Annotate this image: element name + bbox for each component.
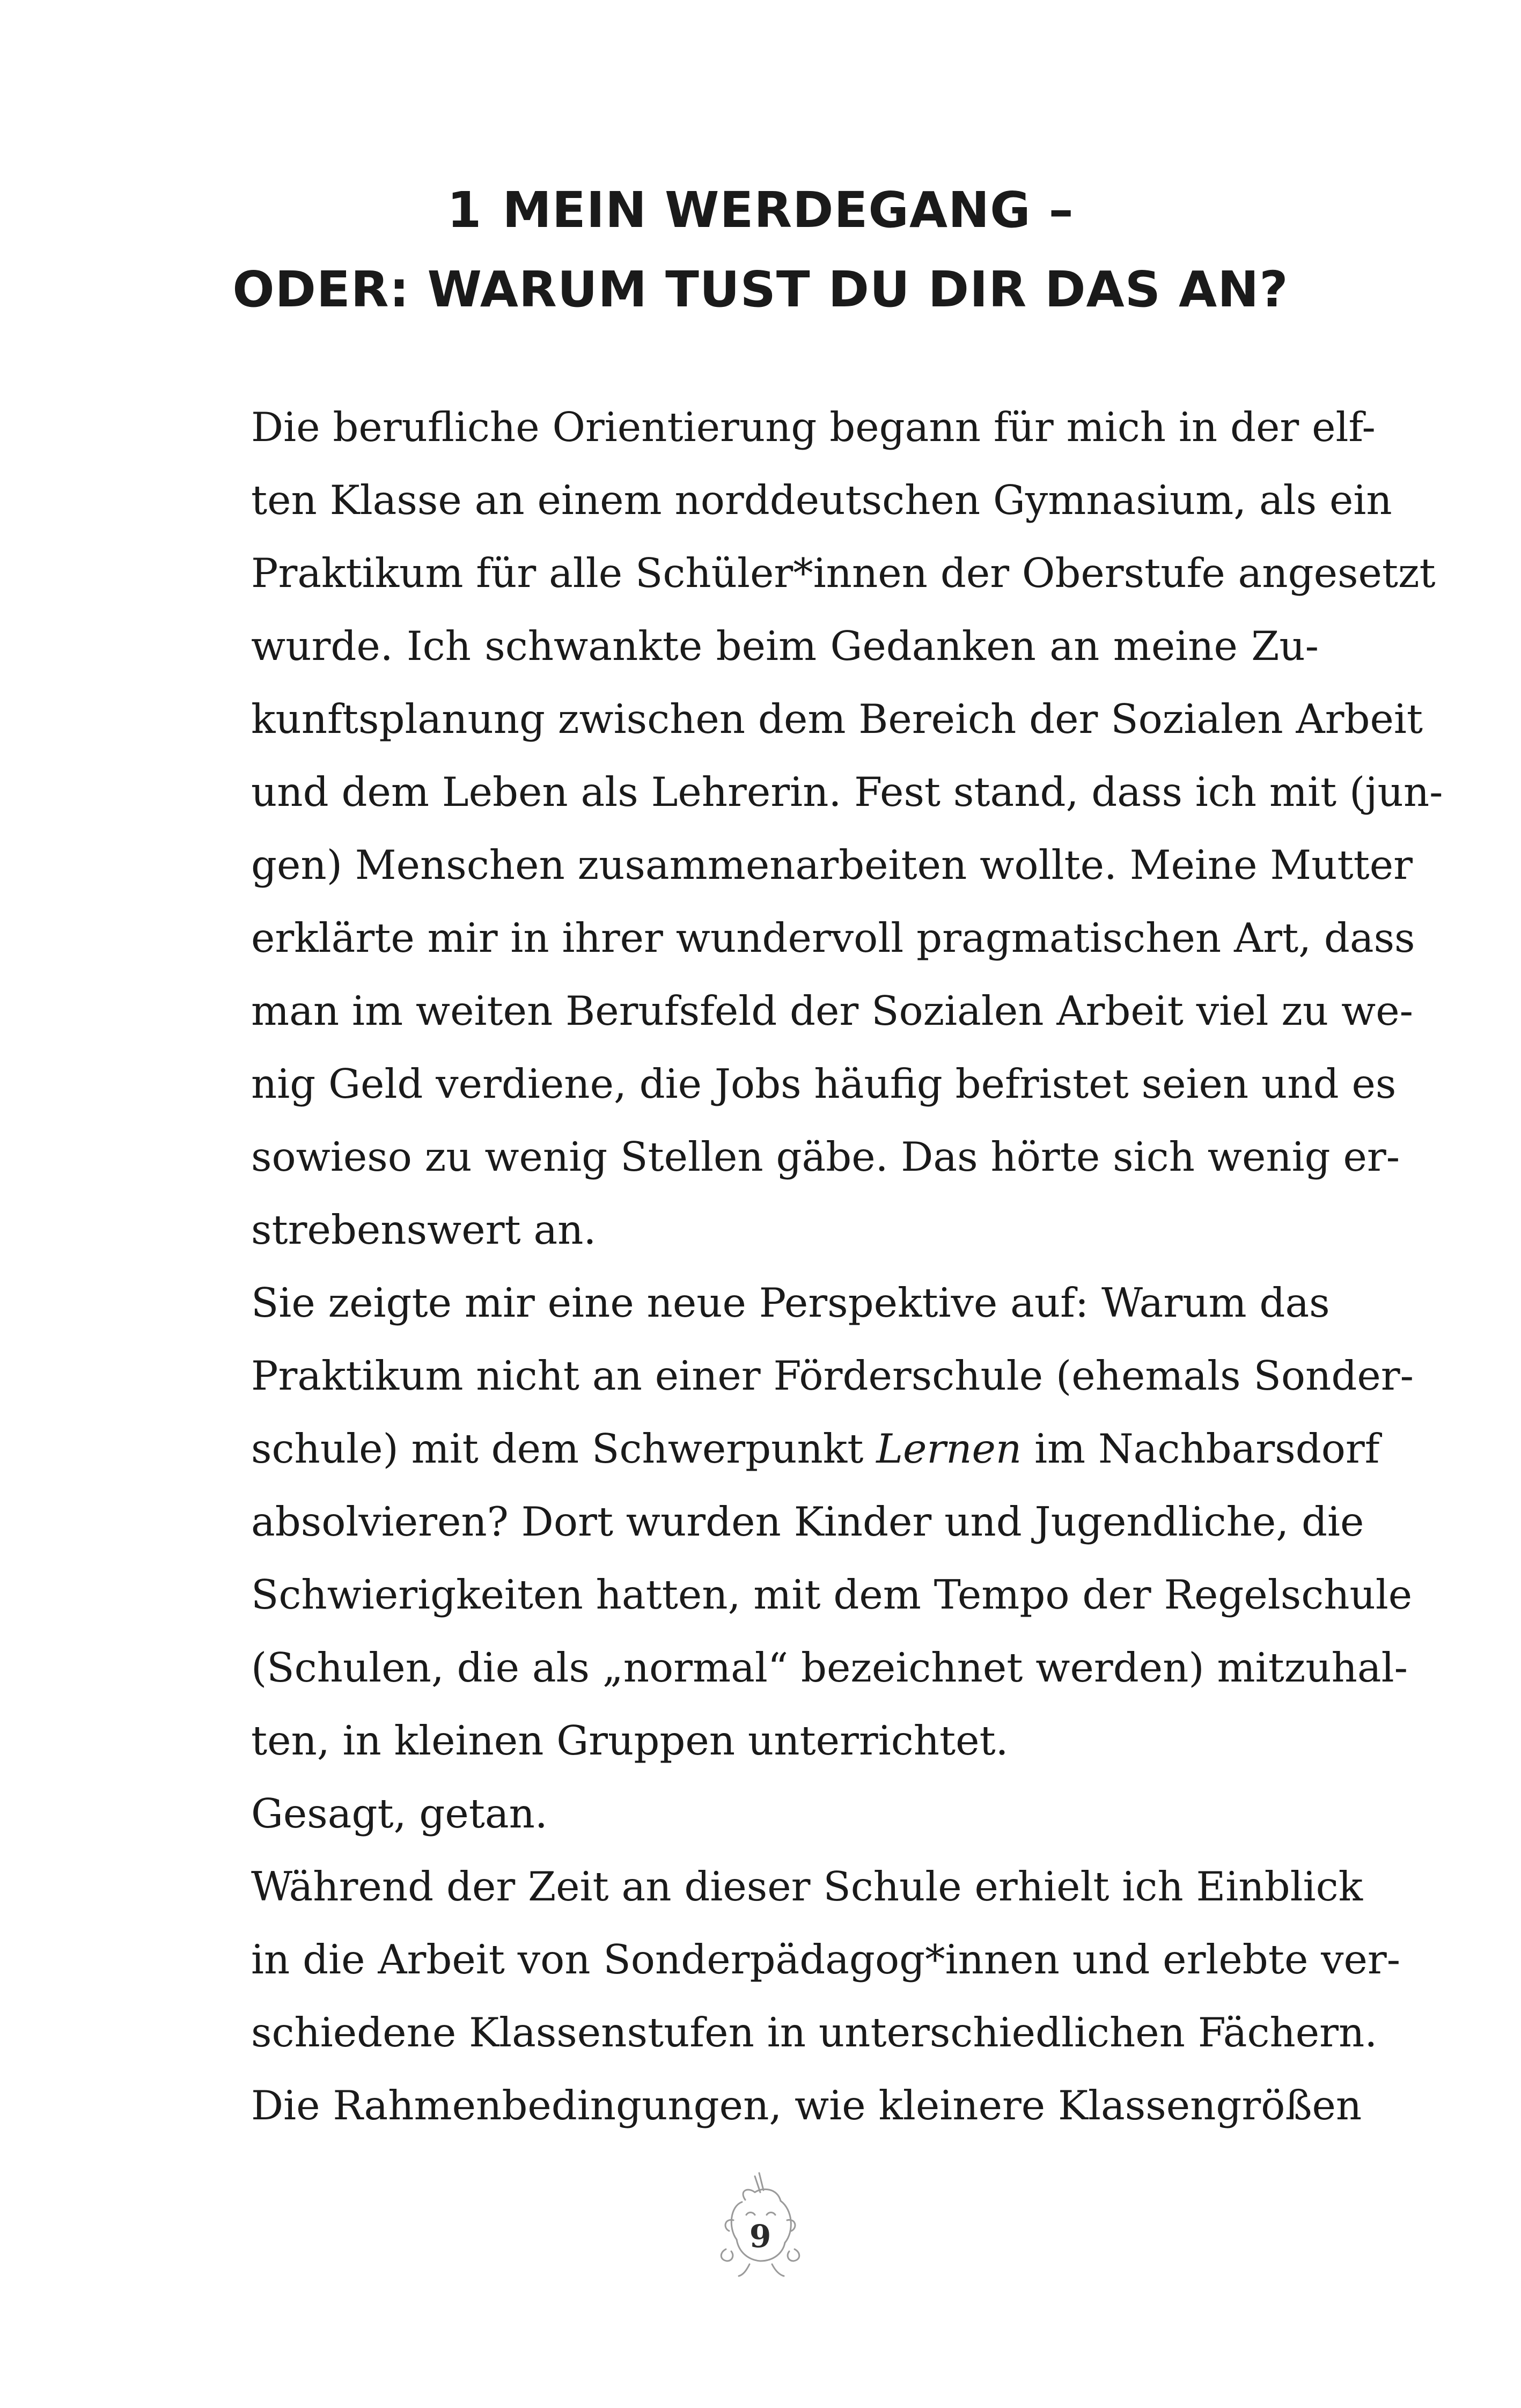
body-line: Während der Zeit an dieser Schule erhielt ich Einblick [251, 1863, 1363, 1910]
body-line: ten, in kleinen Gruppen unterrichtet. [251, 1717, 1009, 1764]
body-line: schule) mit dem Schwerpunkt Lernen im Nachbarsdorf [251, 1425, 1380, 1472]
chapter-heading-line-1 [0, 171, 1521, 250]
body-line: wurde. Ich schwankte beim Gedanken an meine Zu- [251, 622, 1319, 670]
chapter-title-part-1: MEIN WERDEGANG – [502, 181, 1074, 239]
body-text [251, 391, 1443, 2142]
body-line: man im weiten Berufsfeld der Sozialen Arbeit viel zu we- [251, 987, 1413, 1034]
body-line: schiedene Klassenstufen in unterschiedlichen Fächern. [251, 2009, 1378, 2056]
chapter-number: 1 [447, 181, 482, 239]
body-line: sowieso zu wenig Stellen gäbe. Das hörte sich wenig er- [251, 1133, 1400, 1180]
body-line: in die Arbeit von Sonderpädagog*innen und erlebte ver- [251, 1936, 1401, 1983]
body-line: und dem Leben als Lehrerin. Fest stand, dass ich mit (jun- [251, 768, 1443, 816]
body-line: nig Geld verdiene, die Jobs häufig befristet seien und es [251, 1060, 1397, 1107]
chapter-heading-line-2: ODER: WARUM TUST DU DIR DAS AN? [232, 261, 1289, 318]
body-line: Praktikum für alle Schüler*innen der Oberstufe angesetzt [251, 549, 1436, 597]
body-line: Praktikum nicht an einer Förderschule (ehemals Sonder- [251, 1352, 1414, 1399]
body-line: Die berufliche Orientierung begann für mich in der elf- [251, 403, 1376, 451]
body-line: absolvieren? Dort wurden Kinder und Jugendliche, die [251, 1498, 1364, 1545]
body-line: ten Klasse an einem norddeutschen Gymnasium, als ein [251, 476, 1392, 524]
body-line: Sie zeigte mir eine neue Perspektive auf: Warum das [251, 1279, 1330, 1326]
page-footer [717, 2169, 803, 2281]
emphasis-text: Lernen [876, 1425, 1022, 1472]
body-line: Schwierigkeiten hatten, mit dem Tempo der Regelschule [251, 1571, 1413, 1618]
body-line: kunftsplanung zwischen dem Bereich der Sozialen Arbeit [251, 695, 1423, 743]
chapter-heading [0, 171, 1521, 329]
body-line: erklärte mir in ihrer wundervoll pragmatischen Art, dass [251, 914, 1415, 961]
body-line: Die Rahmenbedingungen, wie kleinere Klassengrößen [251, 2082, 1362, 2129]
page-number: 9 [749, 2218, 771, 2255]
body-line: strebenswert an. [251, 1206, 597, 1253]
body-line: gen) Menschen zusammenarbeiten wollte. Meine Mutter [251, 841, 1413, 889]
body-line: (Schulen, die als „normal“ bezeichnet werden) mitzuhal- [251, 1644, 1408, 1691]
body-line: Gesagt, getan. [251, 1790, 548, 1837]
